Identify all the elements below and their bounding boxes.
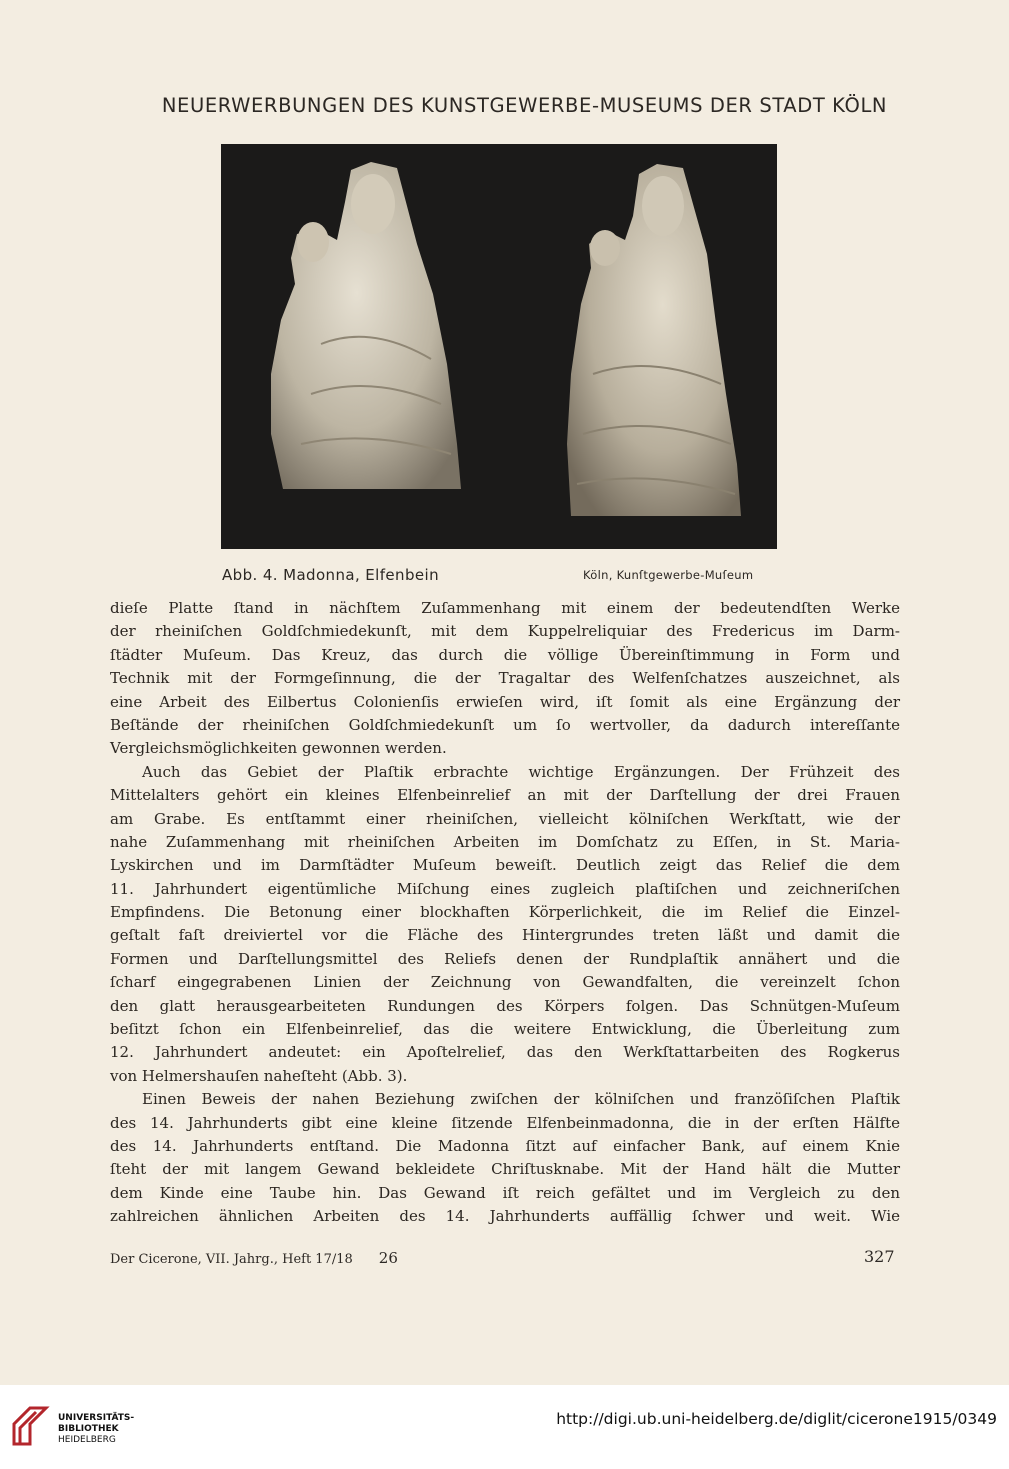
text-line: 11. Jahrhundert eigentümliche Miſchung eines zugleich plaſtiſchen und zeichneriſchen xyxy=(110,879,900,898)
text-line: Einen Beweis der nahen Beziehung zwiſchen der kölniſchen und franzöſiſchen Plaſtik xyxy=(142,1090,900,1109)
library-name-line: BIBLIOTHEK xyxy=(58,1424,119,1434)
text-line: geſtalt faſt dreiviertel vor die Fläche des Hintergrundes treten läßt und damit die xyxy=(110,926,900,945)
text-line: des 14. Jahrhunderts gibt eine kleine ſitzende Elfenbeinmadonna, die in der erſten Hälfte xyxy=(110,1113,900,1132)
library-name-line: UNIVERSITÄTS- xyxy=(58,1413,135,1423)
text-line: von Helmershauſen naheſteht (Abb. 3). xyxy=(110,1066,408,1085)
text-line: eine Arbeit des Eilbertus Colonienſis erwieſen wird, iſt ſomit als eine Ergänzung der xyxy=(110,692,900,711)
text-line: der rheiniſchen Goldſchmiedekunſt, mit dem Kuppelreliquiar des Fredericus im Darm- xyxy=(110,622,900,641)
text-line: ſcharf eingegrabenen Linien der Zeichnung von Gewandfalten, die vereinzelt ſchon xyxy=(110,973,900,992)
text-line: am Grabe. Es entſtammt einer rheiniſchen, vielleicht kölniſchen Werkſtatt, wie der xyxy=(110,809,900,828)
figure-caption: Abb. 4. Madonna, Elfenbein xyxy=(222,566,439,584)
body-text xyxy=(110,597,900,1229)
statuette-left xyxy=(271,162,461,489)
running-title: NEUERWERBUNGEN DES KUNSTGEWERBE-MUSEUMS DER STADT KÖLN xyxy=(161,94,888,117)
madonna-photo-image xyxy=(221,144,777,549)
footer-journal xyxy=(110,1249,398,1267)
text-line: beſitzt ſchon ein Elfenbeinrelief, das die weitere Entwicklung, die Überleitung zum xyxy=(110,1020,900,1039)
figure-photograph xyxy=(221,144,777,549)
page-number: 327 xyxy=(864,1247,895,1266)
sheet-signature: 26 xyxy=(378,1249,398,1267)
text-line: nahe Zuſammenhang mit rheiniſchen Arbeiten im Domſchatz zu Eſſen, in St. Maria- xyxy=(110,832,900,851)
text-line: Mittelalters gehört ein kleines Elfenbeinrelief an mit der Darſtellung der drei Frauen xyxy=(110,786,900,805)
permalink-url[interactable]: http://digi.ub.uni-heidelberg.de/diglit/cicerone1915/0349 xyxy=(556,1410,997,1428)
text-line: Vergleichsmöglichkeiten gewonnen werden. xyxy=(110,739,447,758)
journal-reference: Der Cicerone, VII. Jahrg., Heft 17/18 xyxy=(110,1252,353,1267)
text-line: Empfindens. Die Betonung einer blockhaften Körperlichkeit, die im Relief die Einzel- xyxy=(110,903,900,922)
statuette-right xyxy=(567,164,741,516)
figure-credit: Köln, Kunſtgewerbe-Muſeum xyxy=(583,568,754,582)
text-line: 12. Jahrhundert andeutet: ein Apoſtelrelief, das den Werkſtattarbeiten des Rogkerus xyxy=(110,1043,900,1062)
text-line: den glatt herausgearbeiteten Rundungen des Körpers folgen. Das Schnütgen-Muſeum xyxy=(110,996,900,1015)
text-line: ſteht der mit langem Gewand bekleidete Chriſtusknabe. Mit der Hand hält die Mutter xyxy=(110,1160,900,1179)
text-line: Technik mit der Formgeſinnung, die der Tragaltar des Welfenſchatzes auszeichnet, als xyxy=(110,669,900,688)
text-line: zahlreichen ähnlichen Arbeiten des 14. Jahrhunderts auffällig ſchwer und weit. Wie xyxy=(110,1207,900,1226)
text-line: Beſtände der rheiniſchen Goldſchmiedekunſt um ſo wertvoller, da dadurch intereſſante xyxy=(110,715,900,734)
university-library-logo-icon[interactable] xyxy=(10,1404,50,1448)
text-line: des 14. Jahrhunderts entſtand. Die Madonna ſitzt auf einfacher Bank, auf einem Knie xyxy=(110,1136,900,1155)
text-line: Lyskirchen und im Darmſtädter Muſeum beweiſt. Deutlich zeigt das Relief die dem xyxy=(110,856,900,875)
library-name-line: HEIDELBERG xyxy=(58,1435,116,1445)
text-line: ſtädter Muſeum. Das Kreuz, das durch die völlige Übereinſtimmung in Form und xyxy=(110,645,900,664)
text-line: dem Kinde eine Taube hin. Das Gewand iſt reich gefältet und im Vergleich zu den xyxy=(110,1183,900,1202)
text-line: Formen und Darſtellungsmittel des Reliefs denen der Rundplaſtik annähert und die xyxy=(110,949,900,968)
library-name[interactable] xyxy=(58,1413,134,1446)
text-line: Auch das Gebiet der Plaſtik erbrachte wichtige Ergänzungen. Der Frühzeit des xyxy=(142,762,900,781)
text-line: dieſe Platte ſtand in nächſtem Zuſammenhang mit einem der bedeutendſten Werke xyxy=(110,599,900,617)
